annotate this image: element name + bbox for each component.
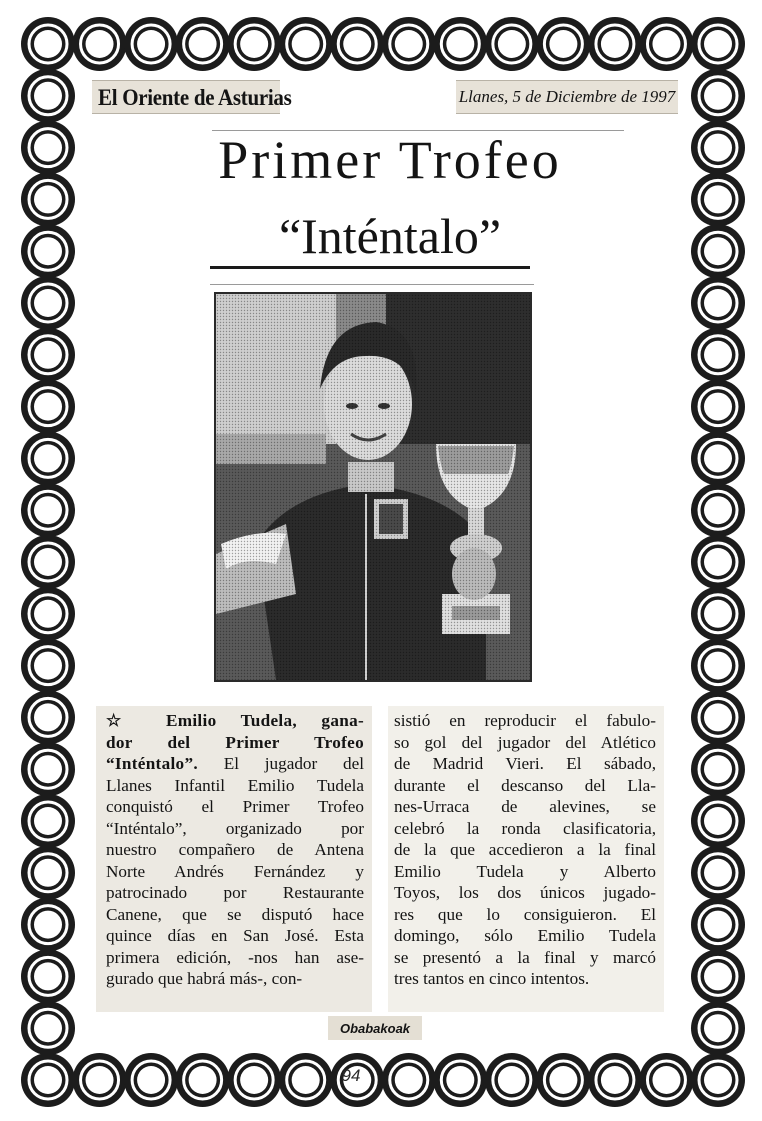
chain-link-hole bbox=[704, 1066, 732, 1094]
chain-link-hole bbox=[601, 30, 629, 58]
chain-link-hole bbox=[704, 652, 732, 680]
article-line: gurado que habrá más-, con- bbox=[106, 969, 303, 988]
article-line: Toyos, los dos únicos jugado- bbox=[394, 883, 656, 902]
photo-boy-with-trophy bbox=[216, 294, 530, 680]
chain-link-hole bbox=[34, 82, 62, 110]
chain-link-hole bbox=[34, 341, 62, 369]
article-line: so gol del jugador del Atlético bbox=[394, 732, 656, 752]
handwritten-page-number: 94 bbox=[341, 1066, 361, 1085]
article-line: “Inténtalo”, organizado por bbox=[106, 818, 364, 838]
article-line: nuestro compañero de Antena bbox=[106, 840, 364, 859]
chain-link-hole bbox=[34, 962, 62, 990]
article-line: domingo, sólo Emilio Tudela bbox=[394, 926, 656, 945]
chain-link-hole bbox=[240, 1066, 268, 1094]
chain-link-hole bbox=[34, 289, 62, 317]
article-line: Norte Andrés Fernández y bbox=[106, 861, 364, 881]
chain-link-hole bbox=[86, 30, 114, 58]
chain-link-hole bbox=[704, 755, 732, 783]
dateline: Llanes, 5 de Diciembre de 1997 bbox=[458, 87, 676, 106]
article-line: ☆ Emilio Tudela, gana- bbox=[106, 711, 364, 730]
chain-link-hole bbox=[34, 393, 62, 421]
author-signature: Obabakoak bbox=[328, 1016, 422, 1040]
chain-link-hole bbox=[395, 1066, 423, 1094]
chain-link-hole bbox=[34, 652, 62, 680]
article-line: primera edición, -nos han ase- bbox=[106, 947, 364, 967]
chain-link-hole bbox=[343, 30, 371, 58]
chain-link-hole bbox=[652, 30, 680, 58]
chain-link-hole bbox=[86, 1066, 114, 1094]
chain-link-hole bbox=[704, 962, 732, 990]
chain-link-hole bbox=[704, 859, 732, 887]
chain-link-hole bbox=[34, 496, 62, 524]
chain-link-hole bbox=[240, 30, 268, 58]
article-line: nes-Urraca de alevines, se bbox=[394, 797, 656, 816]
chain-link-hole bbox=[34, 807, 62, 835]
chain-link-hole bbox=[704, 600, 732, 628]
chain-link-hole bbox=[34, 1014, 62, 1042]
chain-link-hole bbox=[704, 548, 732, 576]
article-line: celebró la ronda clasificatoria, bbox=[394, 818, 656, 838]
chain-link-hole bbox=[704, 807, 732, 835]
dateline-box bbox=[456, 80, 678, 114]
article-line: de Madrid Vieri. El sábado, bbox=[394, 754, 656, 773]
chain-link-hole bbox=[34, 1066, 62, 1094]
chain-link-hole bbox=[446, 30, 474, 58]
chain-link-hole bbox=[137, 30, 165, 58]
headline-line-2: “Inténtalo” bbox=[278, 208, 502, 264]
chain-link-hole bbox=[34, 859, 62, 887]
article-line: Canene, que se disputó hace bbox=[106, 904, 364, 924]
chain-link-hole bbox=[549, 1066, 577, 1094]
newspaper-name: El Oriente de Asturias bbox=[98, 83, 292, 110]
article-line: se presentó a la final y marcó bbox=[394, 947, 656, 967]
chain-link-hole bbox=[292, 30, 320, 58]
chain-link-hole bbox=[704, 30, 732, 58]
chain-link-hole bbox=[292, 1066, 320, 1094]
chain-link-hole bbox=[189, 1066, 217, 1094]
chain-link-hole bbox=[34, 755, 62, 783]
chain-link-hole bbox=[704, 444, 732, 472]
chain-link-hole bbox=[704, 134, 732, 162]
chain-link-hole bbox=[34, 444, 62, 472]
article-line: Emilio Tudela y Alberto bbox=[394, 861, 656, 881]
chain-link-hole bbox=[34, 134, 62, 162]
chain-link-hole bbox=[704, 393, 732, 421]
photo-top-rule bbox=[210, 284, 534, 285]
article-line: dor del Primer Trofeo bbox=[106, 732, 364, 752]
article-line: durante el descanso del Lla- bbox=[394, 775, 656, 795]
chain-link-hole bbox=[704, 496, 732, 524]
chain-link-hole bbox=[34, 30, 62, 58]
chain-link-hole bbox=[704, 1014, 732, 1042]
chain-link-hole bbox=[704, 185, 732, 213]
chain-link-hole bbox=[34, 911, 62, 939]
chain-link-hole bbox=[498, 30, 526, 58]
article-line: tres tantos en cinco intentos. bbox=[394, 969, 590, 988]
chain-link-hole bbox=[498, 1066, 526, 1094]
chain-link-hole bbox=[601, 1066, 629, 1094]
chain-link-hole bbox=[34, 237, 62, 265]
chain-link-hole bbox=[704, 703, 732, 731]
chain-link-hole bbox=[549, 30, 577, 58]
chain-link-hole bbox=[704, 237, 732, 265]
article-line: conquistó el Primer Trofeo bbox=[106, 797, 364, 816]
chain-link-hole bbox=[34, 548, 62, 576]
chain-link-hole bbox=[704, 289, 732, 317]
article-line: Llanes Infantil Emilio Tudela bbox=[106, 775, 364, 795]
chain-link-hole bbox=[704, 82, 732, 110]
headline-line-1: Primer Trofeo bbox=[218, 130, 562, 190]
chain-link-hole bbox=[34, 600, 62, 628]
chain-link-hole bbox=[446, 1066, 474, 1094]
article-column-left bbox=[96, 706, 372, 1012]
chain-link-hole bbox=[189, 30, 217, 58]
chain-link-hole bbox=[704, 911, 732, 939]
chain-link-hole bbox=[34, 703, 62, 731]
article-line: de la que accedieron a la final bbox=[394, 840, 656, 859]
chain-link-hole bbox=[395, 30, 423, 58]
chain-link-hole bbox=[704, 341, 732, 369]
article-line: res que lo consiguieron. El bbox=[394, 904, 656, 924]
chain-link-hole bbox=[652, 1066, 680, 1094]
article-line: “Inténtalo”. El jugador del bbox=[106, 754, 364, 773]
article-line: patrocinado por Restaurante bbox=[106, 883, 364, 902]
chain-link-hole bbox=[137, 1066, 165, 1094]
article-line: quince días en San José. Esta bbox=[106, 926, 364, 945]
article-column-right bbox=[388, 706, 664, 1012]
chain-link-hole bbox=[34, 185, 62, 213]
news-photo bbox=[214, 292, 532, 682]
headline-underline bbox=[210, 266, 530, 269]
newspaper-masthead bbox=[92, 80, 292, 114]
article-line: sistió en reproducir el fabulo- bbox=[394, 711, 656, 730]
